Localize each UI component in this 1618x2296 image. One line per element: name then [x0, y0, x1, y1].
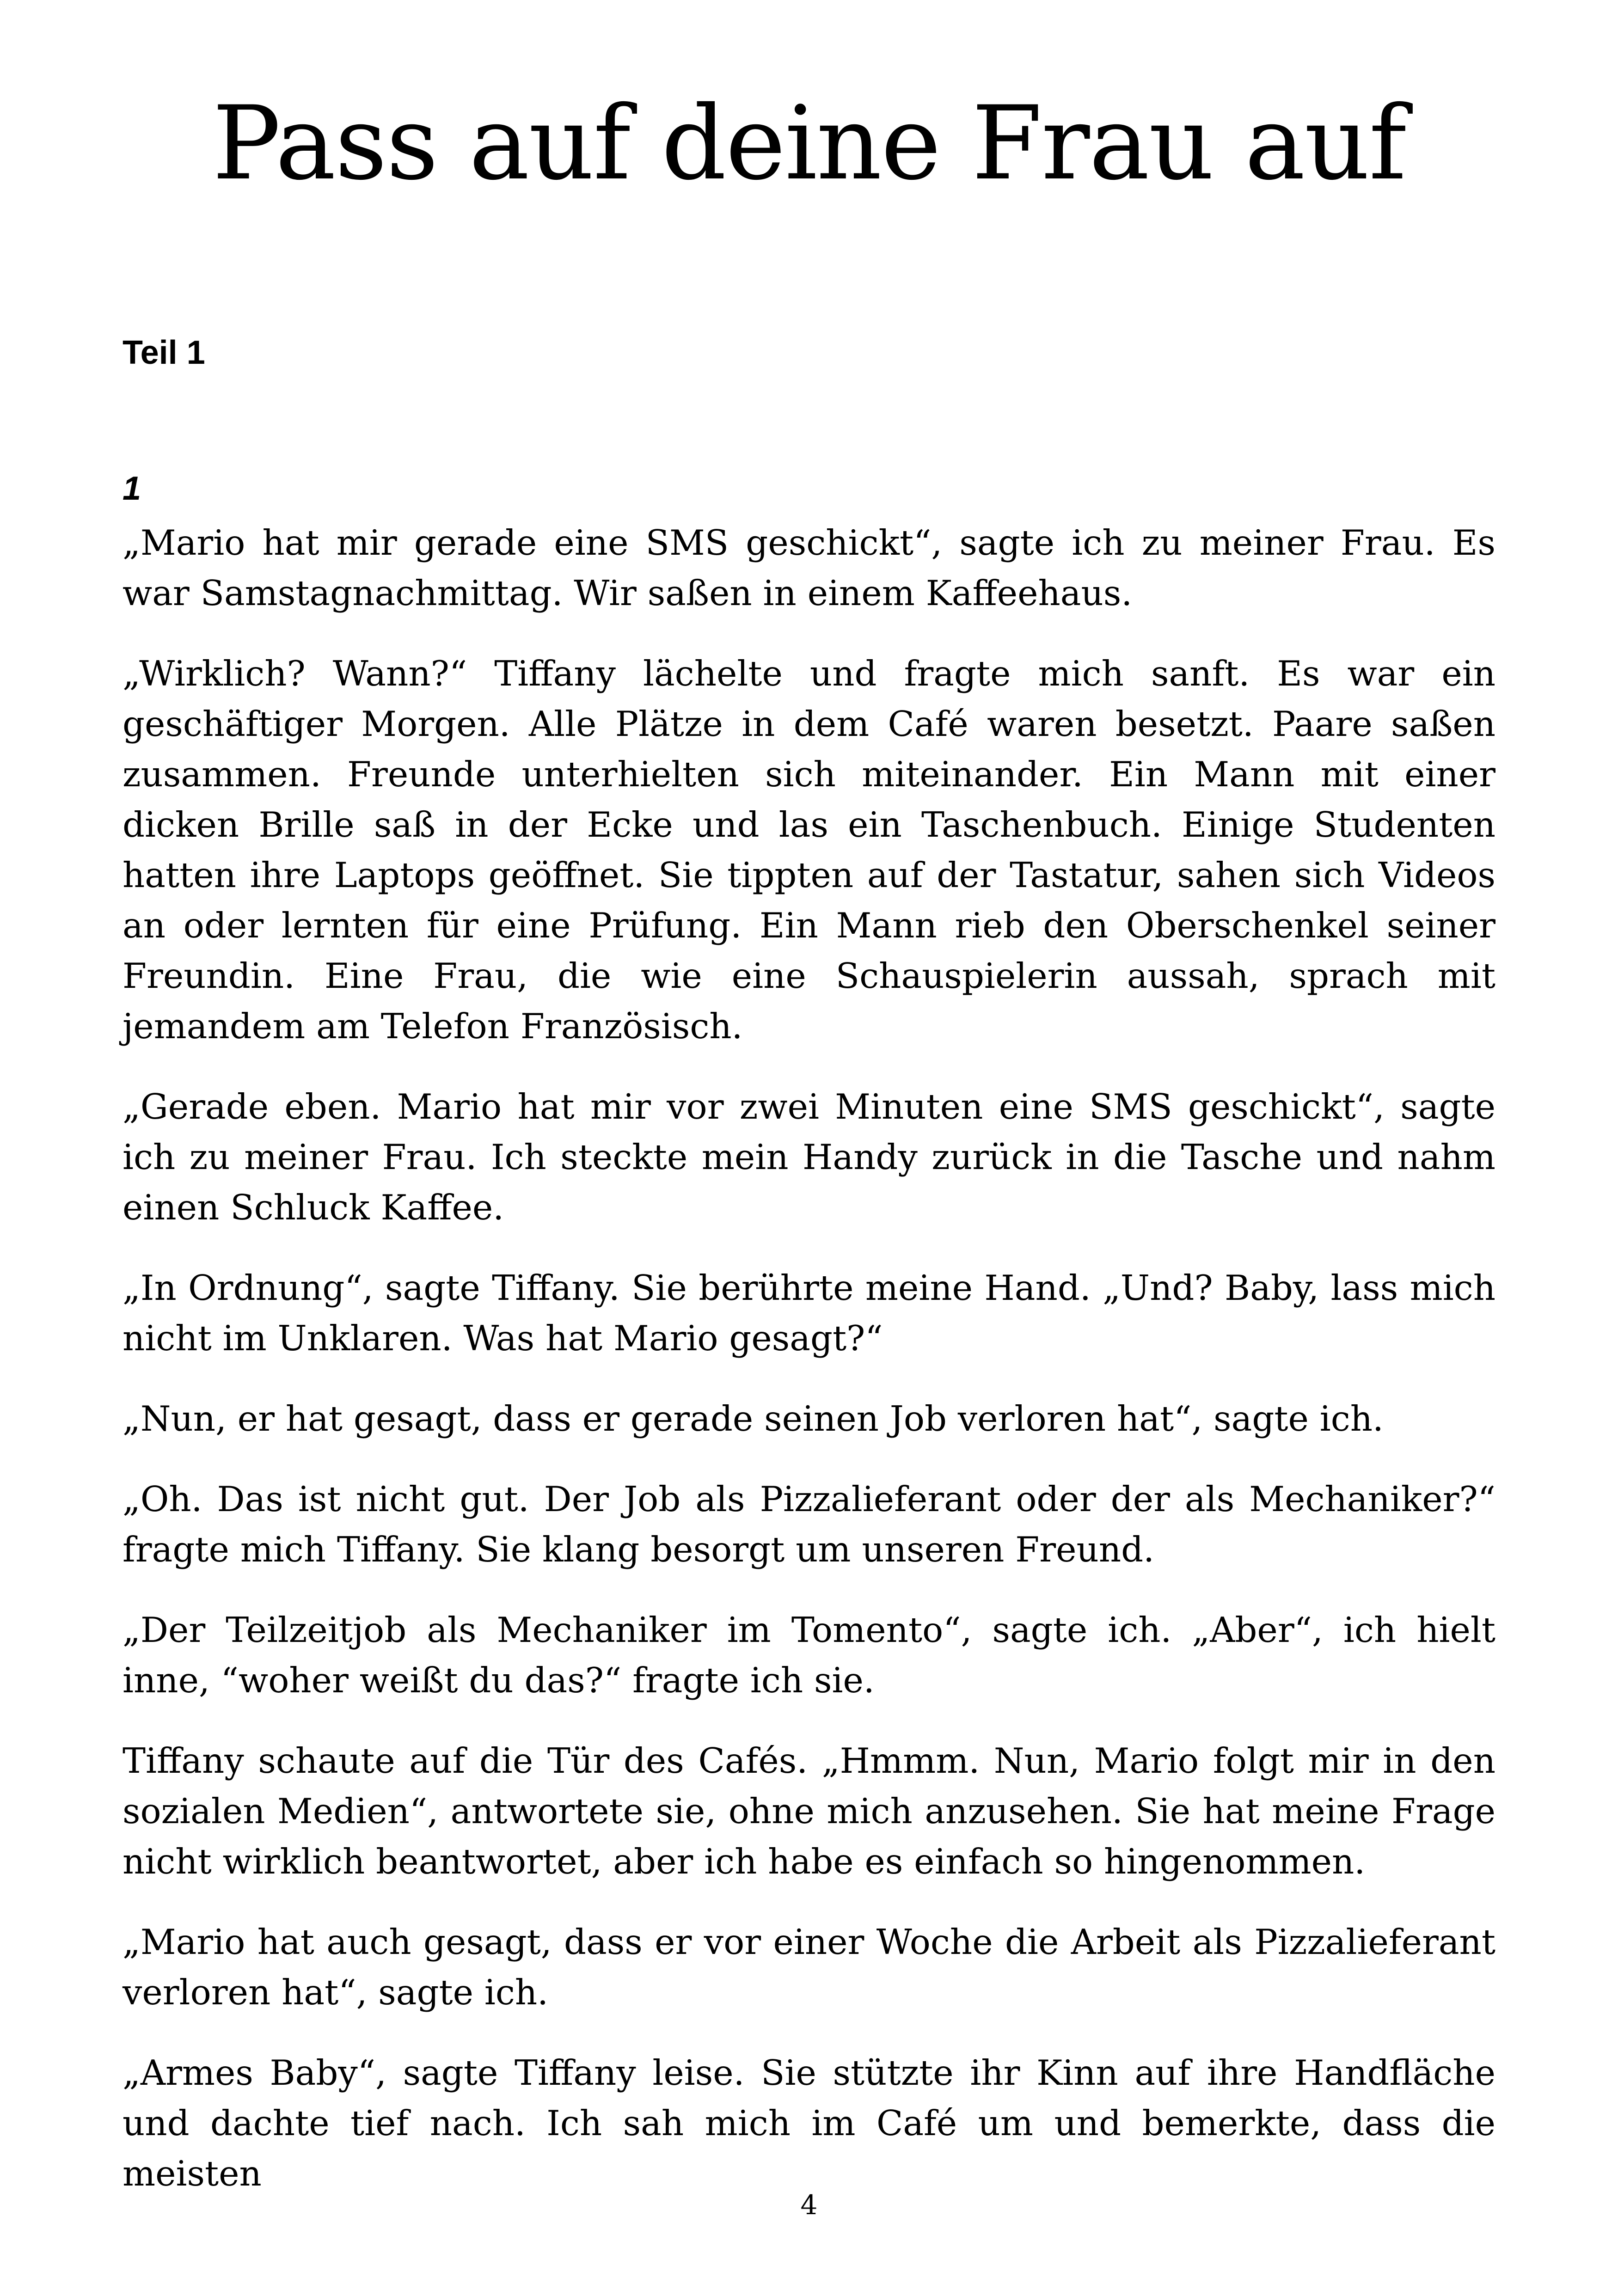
paragraph: „Gerade eben. Mario hat mir vor zwei Minuten eine SMS geschickt“, sagte ich zu meiner Frau. Ich steckte mein Handy zurück in die Tasche und nahm einen Schluck Kaffee. — [123, 1086, 1495, 1228]
page-title: Pass auf deine Frau auf — [212, 84, 1406, 202]
paragraph: „Mario hat mir gerade eine SMS geschickt“, sagte ich zu meiner Frau. Es war Samstagnachmittag. Wir saßen in einem Kaffeehaus. — [123, 522, 1495, 613]
page-number: 4 — [800, 2189, 818, 2221]
paragraph: „Der Teilzeitjob als Mechaniker im Tomento“, sagte ich. „Aber“, ich hielt inne, “woher weißt du das?“ fragte ich sie. — [123, 1610, 1495, 1701]
paragraph: „Oh. Das ist nicht gut. Der Job als Pizzalieferant oder der als Mechaniker?“ fragte mich Tiffany. Sie klang besorgt um unseren Freund. — [123, 1479, 1495, 1570]
part-heading: Teil 1 — [123, 334, 205, 371]
paragraph: „Nun, er hat gesagt, dass er gerade seinen Job verloren hat“, sagte ich. — [123, 1398, 1384, 1439]
paragraph: „Mario hat auch gesagt, dass er vor einer Woche die Arbeit als Pizzalieferant verloren hat“, sagte ich. — [123, 1922, 1495, 2013]
paragraph: Tiffany schaute auf die Tür des Cafés. „Hmmm. Nun, Mario folgt mir in den sozialen Medien“, antwortete sie, ohne mich anzusehen. Sie hat meine Frage nicht wirklich beantwortet, aber ich habe es einfach so hingenommen. — [123, 1740, 1495, 1882]
body-text — [123, 518, 1495, 2229]
paragraph: „Wirklich? Wann?“ Tiffany lächelte und fragte mich sanft. Es war ein geschäftiger Morgen. Alle Plätze in dem Café waren besetzt. Paare saßen zusammen. Freunde unterhielten sich miteinander. Ein Mann mit einer dicken Brille saß in der Ecke und las ein Taschenbuch. Einige Studenten hatten ihre Laptops geöffnet. Sie tippten auf der Tastatur, sahen sich Videos an oder lernten für eine Prüfung. Ein Mann rieb den Oberschenkel seiner Freundin. Eine Frau, die wie eine Schauspielerin aussah, sprach mit jemandem am Telefon Französisch. — [123, 653, 1495, 1047]
chapter-number: 1 — [123, 470, 141, 507]
paragraph: „Armes Baby“, sagte Tiffany leise. Sie stützte ihr Kinn auf ihre Handfläche und dachte tief nach. Ich sah mich im Café um und bemerkte, dass die meisten — [123, 2052, 1495, 2194]
paragraph: „In Ordnung“, sagte Tiffany. Sie berührte meine Hand. „Und? Baby, lass mich nicht im Unklaren. Was hat Mario gesagt?“ — [123, 1267, 1495, 1359]
